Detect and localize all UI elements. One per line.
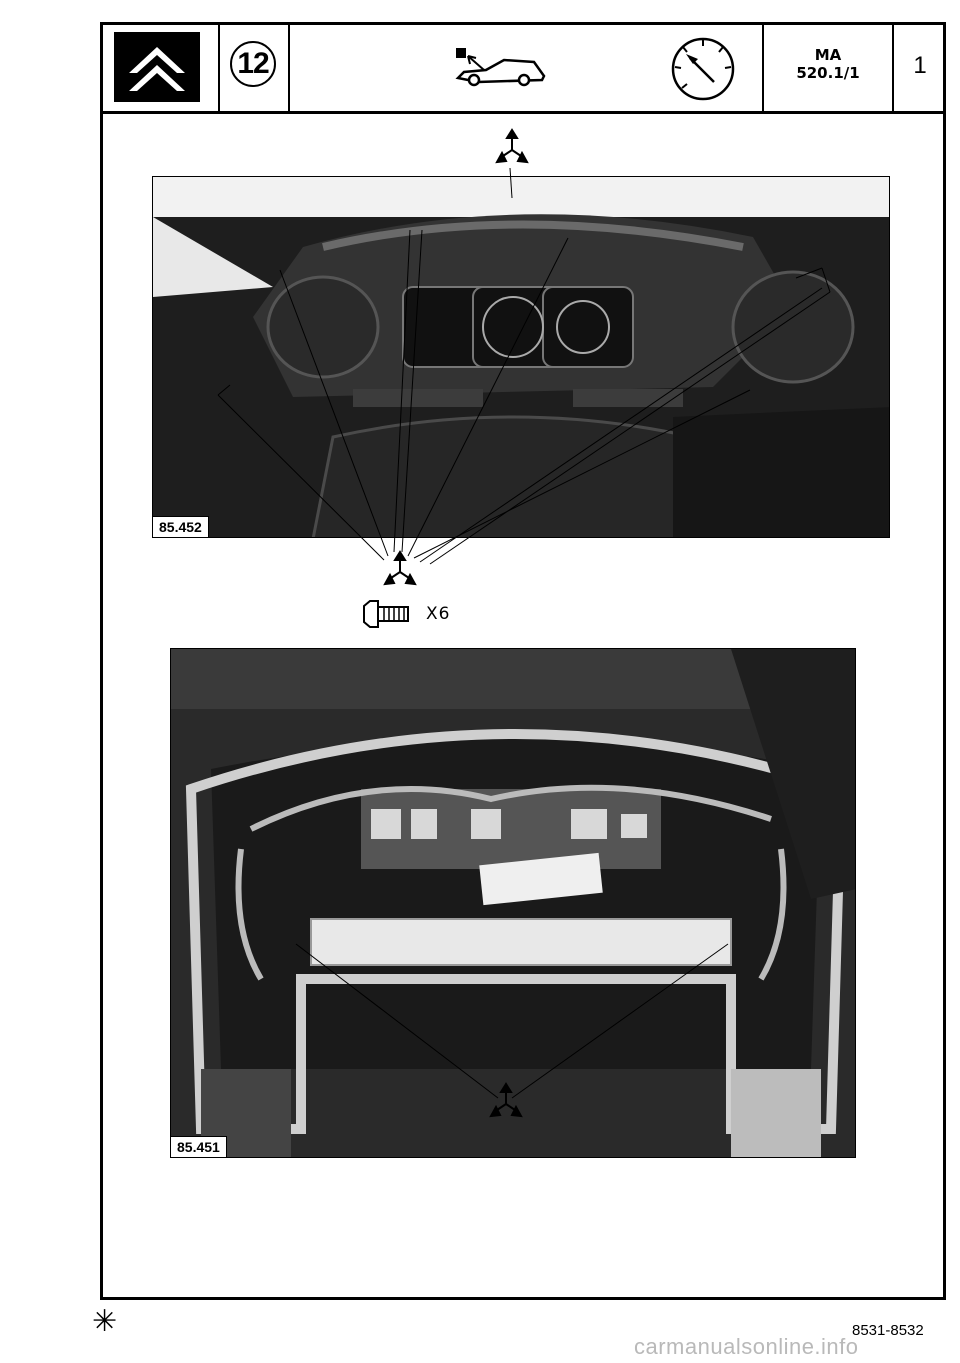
symbol-cell <box>290 22 764 111</box>
reference-code: MA <box>814 46 842 64</box>
figure-label: 85.451 <box>171 1136 227 1157</box>
reference-cell <box>764 22 894 111</box>
dashboard-photo <box>152 176 890 538</box>
watermark-link[interactable]: carmanualsonline.info <box>634 1334 859 1359</box>
citroen-logo-icon <box>114 32 200 102</box>
logo-cell <box>100 22 220 111</box>
figure-label: 85.452 <box>153 516 209 537</box>
wiring-photo <box>170 648 856 1158</box>
page-cell <box>894 22 946 111</box>
reference-number: 520.1/1 <box>796 64 860 82</box>
chapter-number: 12 <box>230 41 276 87</box>
torque-dial-icon <box>668 34 738 104</box>
bolt-icon <box>362 600 412 628</box>
chapter-cell <box>220 22 290 111</box>
asterisk-mark: ✳ <box>92 1304 118 1339</box>
document-code: 8531-8532 <box>852 1322 924 1339</box>
bolt-quantity: X6 <box>426 604 451 624</box>
header-bar <box>100 22 946 114</box>
page-number: 1 <box>913 52 927 79</box>
car-dashboard-icon <box>448 46 548 90</box>
